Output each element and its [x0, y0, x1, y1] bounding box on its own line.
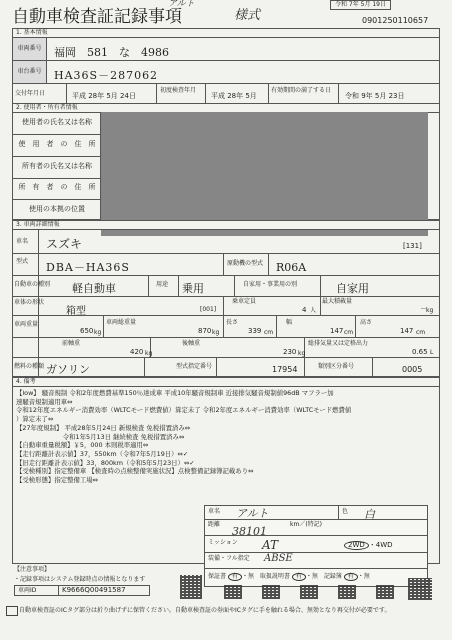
owner-address-label: 所 有 者 の 住 所 [18, 183, 96, 191]
vehicle-id-label: 車両ID [18, 587, 37, 594]
notes-line: ・記録事項はシステム登録時点の情報となります [14, 576, 146, 583]
section-label: 4. 備考 [16, 378, 36, 385]
owner-name-label: 所有者の氏名又は名称 [22, 162, 92, 170]
qr-code [300, 585, 318, 599]
remarks-line: 令和12年度エネルギー消費効率（WLTCモード燃費値）算定未了 令和2年度エネルギー消費効率（WLTCモード燃費値 [16, 406, 352, 415]
gross-label: 車両総重量 [106, 319, 137, 326]
remarks-line: 令和1年5月13日 継続検査 免税措置済み⇔ [16, 432, 185, 441]
maxload-label: 最大積載量 [322, 298, 353, 305]
body-value: 箱型 [66, 306, 86, 317]
class-no-label: 類別区分番号 [318, 363, 355, 370]
qr-code [408, 578, 432, 600]
engine-value: R06A [276, 261, 307, 274]
sticker-color-label: 色 [342, 508, 349, 515]
remarks-line: 【27年度規制】 平成28年5月24日 新規検査 免税措置済み⇔ [16, 423, 191, 432]
page-title: 自動車検査証記録事項 [12, 7, 182, 27]
manual-no: 無 [311, 573, 318, 580]
remarks-line: ）算定未了⇔ [16, 415, 54, 424]
qr-code [180, 575, 202, 599]
engine-label: 原動機の型式 [227, 260, 264, 267]
remarks-line: 【受検種別】指定整備車 【検査時の点検整備実施状況】点検整備記録簿記載あり⇔ [16, 467, 254, 476]
maxload-value: － [420, 305, 427, 313]
body-code: [001] [200, 306, 217, 313]
displacement-unit: L [430, 349, 434, 356]
capacity-unit: 人 [310, 307, 317, 314]
sticker-name-label: 車名 [208, 508, 221, 515]
warranty-yes: 有 [228, 573, 242, 581]
sticker-distance-label: 距離 [208, 521, 221, 528]
front-axle-label: 前軸重 [62, 340, 81, 347]
maker-label: 車名 [16, 238, 29, 245]
expiry-label: 有効期間の満了する日 [271, 87, 332, 94]
remarks-line: 【low】 騒音規制 令和2年度燃費基準150％達成車 平成10年騒音規制車 近接排気騒音規制値96dB マフラー加 [16, 389, 334, 397]
height-value: 147 [400, 327, 414, 335]
reg-no-value: 福岡 581 な 4986 [54, 46, 169, 59]
model-label: 型式 [16, 258, 29, 265]
vehicle-type-label: 自動車の種別 [14, 281, 51, 288]
section-remarks [12, 377, 440, 386]
use-value: 乗用 [182, 282, 204, 295]
record-no: 無 [363, 573, 370, 580]
remarks-line: 【自動車重量税額】￥5，000 本則税率適用⇔ [16, 441, 149, 450]
bottom-note: 自動車検査証のICタグ部分は折り曲げずに保管ください。自動車検査証の券面やICタグに手を触れる場合、無効となり再交付が必要です。 [19, 607, 391, 614]
model-value: DBA－HA36S [46, 261, 130, 274]
rear-axle-value: 230 [283, 348, 297, 356]
remarks-text [16, 389, 436, 485]
sticker-color-value: 白 [364, 508, 375, 521]
user-name-label: 使用者の氏名又は名称 [22, 118, 92, 126]
top-date: 令和 7年 5月 19日 [330, 0, 391, 10]
maker-value: スズキ [46, 237, 83, 251]
gross-value: 870 [198, 327, 212, 335]
section-basic-info [12, 28, 440, 37]
remarks-line: 【旧走行距離計表示値】33，800km（令和5年5月23日）⇔✓ [16, 458, 195, 467]
rear-axle-unit: kg [298, 350, 306, 357]
section-label: 2. 使用者・所有者情報 [16, 104, 78, 111]
warranty-no: 無 [247, 573, 254, 580]
user-address-label: 使 用 者 の 住 所 [18, 140, 96, 148]
sticker-checklist: 保証書 有 ・無 取扱説明書 有 ・無 記録簿 有 ・無 [208, 573, 370, 580]
vehicle-id-value: K9666Q00491587 [62, 586, 126, 594]
notes-label: 【注意事項】 [14, 566, 51, 573]
chassis-value: HA36S－287062 [54, 69, 159, 82]
weight-label: 車両重量 [14, 321, 39, 328]
manual-label: 取扱説明書 [259, 573, 290, 580]
handwritten-scribble: アルト [168, 0, 195, 9]
rear-axle-label: 後軸重 [182, 340, 201, 347]
weight-value: 650 [80, 327, 94, 335]
width-value: 147 [330, 327, 344, 335]
type-no-label: 型式指定番号 [176, 363, 213, 370]
expiry-value: 令和 9年 5月 23日 [345, 92, 405, 100]
sticker-equip-label: 装備・フル指定 [208, 555, 250, 562]
sticker-mission-value: AT [262, 538, 279, 552]
section-vehicle-detail [12, 220, 440, 229]
remarks-line: 【受検形態】指定整備工場⇔ [16, 476, 99, 485]
qr-code [262, 585, 280, 599]
length-unit: cm [264, 329, 274, 336]
issue-date-label: 交付年月日 [15, 90, 46, 97]
sticker-mission-label: ミッション [208, 539, 238, 546]
base-location-label: 使用の本拠の位置 [29, 205, 85, 213]
length-value: 339 [248, 327, 262, 335]
width-label: 幅 [286, 319, 293, 326]
displacement-label: 総排気量又は定格出力 [308, 340, 369, 347]
handwritten-note: 様式 [234, 8, 261, 23]
qr-code [338, 585, 356, 599]
record-yes: 有 [344, 573, 358, 581]
sticker-name-value: アルト [236, 507, 269, 520]
displacement-value: 0.65 [412, 348, 428, 356]
capacity-value: 4 [302, 306, 307, 314]
warranty-label: 保証書 [208, 573, 227, 580]
qr-code [224, 585, 242, 599]
ic-tag-icon [6, 606, 18, 616]
section-label: 3. 車両詳細情報 [16, 221, 60, 228]
drive-separator: ・ [368, 541, 376, 549]
maker-code: [131] [403, 242, 422, 250]
private-value: 自家用 [336, 282, 369, 295]
sticker-distance-unit: km／(特記) [290, 521, 323, 528]
gross-unit: kg [212, 329, 220, 336]
remarks-line: 速騒音規制適用車⇔ [16, 397, 73, 406]
drive-4wd: 4WD [375, 541, 393, 549]
class-no-value: 0005 [402, 365, 423, 374]
front-axle-unit: kg [145, 350, 153, 357]
issue-date-value: 平成 28年 5月 24日 [72, 92, 136, 100]
body-label: 車体の形状 [14, 299, 45, 306]
fuel-label: 燃料の種類 [14, 363, 45, 370]
weight-unit: kg [94, 329, 102, 336]
sticker-drive [344, 541, 393, 550]
redaction-block [101, 112, 428, 236]
sticker-equip-value: ABSE [264, 553, 293, 564]
first-reg-value: 平成 28年 5月 [211, 92, 257, 100]
section-owner-info [12, 103, 440, 112]
type-no-value: 17954 [272, 365, 298, 374]
height-unit: cm [416, 329, 426, 336]
remarks-line: 【走行距離計表示値】37，550km（令和7年5月19日）⇔✓ [16, 449, 189, 458]
use-label: 用途 [156, 281, 169, 288]
first-reg-label: 初度検査年月 [160, 87, 197, 94]
qr-code [376, 585, 394, 599]
document-number: 0901250110657 [362, 16, 429, 25]
height-label: 高さ [360, 319, 373, 326]
record-label: 記録簿 [323, 573, 342, 580]
private-label: 自家用・事業用の別 [243, 281, 298, 288]
length-label: 長さ [226, 319, 239, 326]
width-unit: cm [344, 329, 354, 336]
sticker-distance-value: 38101 [232, 525, 267, 538]
manual-yes: 有 [292, 573, 306, 581]
chassis-label: 車台番号 [13, 61, 46, 83]
fuel-value: ガソリン [46, 363, 90, 376]
drive-2wd: 2WD [344, 541, 369, 550]
maxload-unit: kg [426, 307, 434, 314]
vehicle-type-value: 軽自動車 [72, 282, 116, 295]
capacity-label: 乗車定員 [232, 298, 257, 305]
reg-no-label: 車両番号 [13, 38, 46, 60]
front-axle-value: 420 [130, 348, 144, 356]
section-label: 1. 基本情報 [16, 29, 48, 36]
